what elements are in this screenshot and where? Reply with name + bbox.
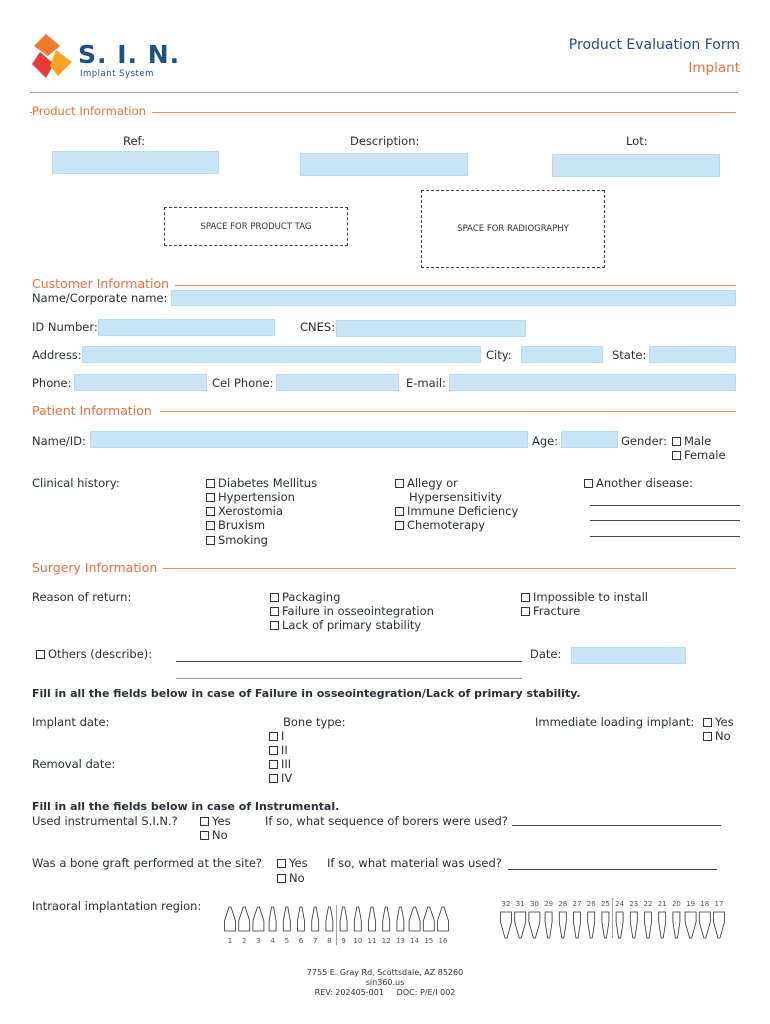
instrumental-heading: Fill in all the fields below in case of Instrumental. (32, 800, 340, 813)
history-diabetes[interactable]: Diabetes Mellitus (206, 476, 317, 490)
state-label: State: (612, 348, 647, 362)
upper-tooth-number: 11 (367, 937, 377, 945)
radiography-space: SPACE FOR RADIOGRAPHY (421, 190, 605, 268)
lower-tooth-19[interactable] (685, 912, 696, 938)
upper-tooth-7[interactable] (312, 907, 319, 931)
upper-tooth-number: 10 (353, 937, 363, 945)
name-corporate-label: Name/Corporate name: (32, 291, 168, 305)
lower-tooth-number: 22 (643, 900, 653, 908)
logo-text: S. I. N. (78, 40, 181, 69)
city-field[interactable] (521, 346, 603, 363)
history-chemotherapy[interactable]: Chemoterapy (395, 518, 485, 532)
phone-label: Phone: (32, 376, 72, 390)
history-smoking[interactable]: Smoking (206, 533, 268, 547)
upper-tooth-1[interactable] (225, 907, 236, 931)
lower-tooth-31[interactable] (515, 912, 526, 938)
checkbox[interactable] (206, 536, 215, 545)
checkbox[interactable] (200, 831, 209, 840)
lower-teeth-chart[interactable] (498, 898, 730, 942)
upper-tooth-number: 4 (270, 937, 275, 945)
intraoral-region-label: Intraoral implantation region: (32, 899, 202, 913)
checkbox[interactable] (269, 774, 278, 783)
gender-label: Gender: (621, 434, 668, 448)
date-field[interactable] (571, 647, 686, 664)
city-label: City: (486, 348, 512, 362)
material-line[interactable] (508, 869, 717, 870)
history-xerostomia[interactable]: Xerostomia (206, 504, 283, 518)
cnes-label: CNES: (300, 320, 336, 334)
bone-graft-label: Was a bone graft performed at the site? (32, 856, 263, 870)
reason-of-return-label: Reason of return: (32, 590, 132, 604)
checkbox[interactable] (269, 732, 278, 741)
lot-field[interactable] (552, 154, 720, 177)
bone-type-iii[interactable]: III (269, 757, 291, 771)
checkbox[interactable] (584, 479, 593, 488)
bone-type-label: Bone type: (283, 715, 346, 729)
checkbox[interactable] (277, 859, 286, 868)
bone-type-ii[interactable]: II (269, 743, 288, 757)
age-label: Age: (532, 434, 559, 448)
patient-name-label: Name/ID: (32, 434, 86, 448)
history-allergy-cont: Hypersensitivity (409, 490, 503, 504)
checkbox[interactable] (36, 650, 45, 659)
description-label: Description: (350, 134, 420, 148)
checkbox[interactable] (703, 732, 712, 741)
upper-tooth-3[interactable] (253, 907, 264, 931)
email-field[interactable] (449, 374, 736, 391)
history-bruxism[interactable]: Bruxism (206, 518, 265, 532)
age-field[interactable] (561, 431, 618, 448)
patient-name-field[interactable] (90, 431, 528, 448)
another-disease-line-2[interactable] (590, 520, 740, 521)
others-describe-line-2[interactable] (176, 678, 522, 679)
lower-tooth-number: 29 (544, 900, 554, 908)
reason-lack-primary-stability[interactable]: Lack of primary stability (270, 618, 421, 632)
failure-heading: Fill in all the fields below in case of Failure in osseointegration/Lack of primary stability. (32, 687, 581, 700)
upper-tooth-12[interactable] (383, 907, 390, 931)
lower-tooth-17[interactable] (714, 912, 725, 938)
ref-label: Ref: (123, 134, 146, 148)
lower-tooth-32[interactable] (501, 912, 512, 938)
lower-tooth-number: 24 (615, 900, 625, 908)
another-disease-line-1[interactable] (590, 505, 740, 506)
footer-rev-doc: REV: 202405-001 DOC: P/E/I 002 (314, 988, 456, 997)
form-subtitle: Implant (688, 60, 740, 76)
lower-tooth-number: 28 (558, 900, 568, 908)
checkbox[interactable] (270, 607, 279, 616)
lower-tooth-21[interactable] (659, 912, 666, 938)
header-divider (30, 92, 738, 93)
lower-tooth-number: 18 (700, 900, 710, 908)
checkbox[interactable] (206, 521, 215, 530)
lower-tooth-number: 19 (686, 900, 696, 908)
ref-field[interactable] (52, 151, 219, 174)
checkbox[interactable] (200, 817, 209, 826)
upper-tooth-number: 7 (312, 937, 318, 945)
id-number-field[interactable] (98, 319, 275, 336)
footer (0, 968, 770, 998)
instrumental-no-option[interactable]: No (200, 828, 228, 842)
upper-tooth-6[interactable] (298, 907, 305, 931)
lower-tooth-number: 26 (586, 900, 596, 908)
gender-female-option[interactable]: Female (672, 448, 726, 462)
history-another-disease[interactable]: Another disease: (584, 476, 693, 490)
bone-type-i[interactable]: I (269, 729, 284, 743)
clinical-history-label: Clinical history: (32, 476, 120, 490)
used-instrumental-label: Used instrumental S.I.N.? (32, 814, 178, 828)
upper-tooth-number: 16 (438, 937, 448, 945)
lower-tooth-18[interactable] (699, 912, 710, 938)
graft-yes-option[interactable]: Yes (277, 856, 308, 870)
history-hypertension[interactable]: Hypertension (206, 490, 295, 504)
footer-website: sin360.us (365, 978, 405, 987)
upper-tooth-number: 6 (298, 937, 304, 945)
upper-tooth-number: 13 (395, 937, 405, 945)
others-describe-line[interactable] (176, 661, 522, 662)
immediate-loading-label: Immediate loading implant: (535, 715, 695, 729)
implant-date-label: Implant date: (32, 715, 110, 729)
checkbox[interactable] (277, 874, 286, 883)
form-title: Product Evaluation Form (568, 37, 740, 53)
lower-tooth-number: 27 (572, 900, 582, 908)
address-label: Address: (32, 348, 82, 362)
history-immune-deficiency[interactable]: Immune Deficiency (395, 504, 518, 518)
material-label: If so, what material was used? (327, 856, 502, 870)
upper-tooth-10[interactable] (354, 907, 361, 931)
checkbox[interactable] (206, 493, 215, 502)
checkbox[interactable] (269, 760, 278, 769)
lower-tooth-number: 20 (671, 900, 681, 908)
upper-teeth-chart[interactable] (222, 905, 450, 947)
checkbox[interactable] (206, 479, 215, 488)
checkbox[interactable] (395, 479, 404, 488)
lower-tooth-25[interactable] (602, 912, 609, 938)
section-patient-info: Patient Information (32, 403, 158, 418)
checkbox[interactable] (395, 521, 404, 530)
upper-tooth-8[interactable] (326, 907, 333, 931)
cnes-field[interactable] (336, 320, 526, 337)
logo-mark-icon (30, 32, 76, 80)
lower-tooth-number: 31 (515, 900, 525, 908)
description-field[interactable] (300, 153, 468, 176)
checkbox[interactable] (672, 437, 681, 446)
customer-info-line (170, 285, 736, 286)
checkbox[interactable] (270, 593, 279, 602)
lower-tooth-number: 30 (529, 900, 539, 908)
upper-tooth-2[interactable] (239, 907, 250, 931)
section-surgery-info: Surgery Information (32, 560, 163, 575)
lower-tooth-number: 21 (657, 900, 667, 908)
upper-tooth-13[interactable] (397, 907, 404, 931)
checkbox[interactable] (703, 718, 712, 727)
lower-tooth-29[interactable] (545, 912, 552, 938)
id-number-label: ID Number: (32, 320, 98, 334)
upper-tooth-number: 3 (256, 937, 261, 945)
gender-male-option[interactable]: Male (672, 434, 711, 448)
lower-tooth-number: 17 (714, 900, 724, 908)
upper-tooth-14[interactable] (409, 907, 420, 931)
email-label: E-mail: (406, 376, 446, 390)
lower-tooth-24[interactable] (616, 912, 623, 938)
upper-tooth-number: 2 (241, 937, 247, 945)
product-tag-space: SPACE FOR PRODUCT TAG (164, 207, 348, 246)
borers-label: If so, what sequence of borers were used? (265, 814, 508, 828)
lot-label: Lot: (626, 134, 648, 148)
checkbox[interactable] (521, 607, 530, 616)
upper-tooth-11[interactable] (369, 907, 376, 931)
checkbox[interactable] (521, 593, 530, 602)
lower-tooth-28[interactable] (559, 912, 566, 938)
upper-tooth-number: 5 (284, 937, 290, 945)
lower-tooth-30[interactable] (529, 912, 540, 938)
patient-info-line (160, 411, 736, 412)
graft-no-option[interactable]: No (277, 871, 305, 885)
reason-impossible-install[interactable]: Impossible to install (521, 590, 648, 604)
lower-tooth-22[interactable] (645, 912, 652, 938)
checkbox[interactable] (206, 507, 215, 516)
lower-tooth-number: 32 (501, 900, 511, 908)
upper-tooth-5[interactable] (283, 907, 290, 931)
section-product-info: Product Information (32, 104, 152, 118)
surgery-info-line (162, 568, 736, 569)
checkbox[interactable] (672, 451, 681, 460)
checkbox[interactable] (269, 746, 278, 755)
lower-tooth-number: 23 (629, 900, 639, 908)
footer-address: 7755 E. Gray Rd, Scottsdale, AZ 85260 (306, 968, 464, 977)
upper-tooth-9[interactable] (340, 907, 347, 931)
instrumental-yes-option[interactable]: Yes (200, 814, 231, 828)
cel-phone-field[interactable] (276, 374, 399, 391)
upper-tooth-number: 9 (341, 937, 346, 945)
immediate-no-option[interactable]: No (703, 729, 731, 743)
date-label: Date: (530, 647, 562, 661)
lower-tooth-23[interactable] (630, 912, 637, 938)
upper-tooth-number: 8 (327, 937, 332, 945)
lower-tooth-27[interactable] (574, 912, 581, 938)
reason-packaging[interactable]: Packaging (270, 590, 340, 604)
bone-type-iv[interactable]: IV (269, 771, 292, 785)
reason-failure-osseointegration[interactable]: Failure in osseointegration (270, 604, 434, 618)
upper-tooth-16[interactable] (438, 907, 449, 931)
history-allergy[interactable]: Allegy or (395, 476, 458, 490)
section-customer-info: Customer Information (32, 276, 175, 291)
another-disease-line-3[interactable] (590, 536, 740, 537)
address-field[interactable] (82, 346, 481, 363)
cel-phone-label: Cel Phone: (212, 376, 274, 390)
lower-tooth-26[interactable] (588, 912, 595, 938)
immediate-yes-option[interactable]: Yes (703, 715, 734, 729)
reason-fracture[interactable]: Fracture (521, 604, 580, 618)
checkbox[interactable] (395, 507, 404, 516)
lower-tooth-number: 25 (600, 900, 610, 908)
upper-tooth-number: 1 (227, 937, 233, 945)
others-describe-option[interactable]: Others (describe): (36, 647, 152, 661)
borers-line[interactable] (512, 825, 721, 826)
upper-tooth-4[interactable] (269, 907, 276, 931)
upper-tooth-15[interactable] (423, 907, 434, 931)
phone-field[interactable] (74, 374, 207, 391)
name-corporate-field[interactable] (171, 290, 736, 306)
upper-tooth-number: 12 (381, 937, 391, 945)
removal-date-label: Removal date: (32, 757, 116, 771)
logo (30, 32, 181, 82)
lower-tooth-20[interactable] (673, 912, 680, 938)
upper-tooth-number: 15 (424, 937, 434, 945)
logo-subtext: Implant System (80, 69, 154, 79)
upper-tooth-number: 14 (410, 937, 420, 945)
checkbox[interactable] (270, 621, 279, 630)
state-field[interactable] (649, 346, 736, 363)
